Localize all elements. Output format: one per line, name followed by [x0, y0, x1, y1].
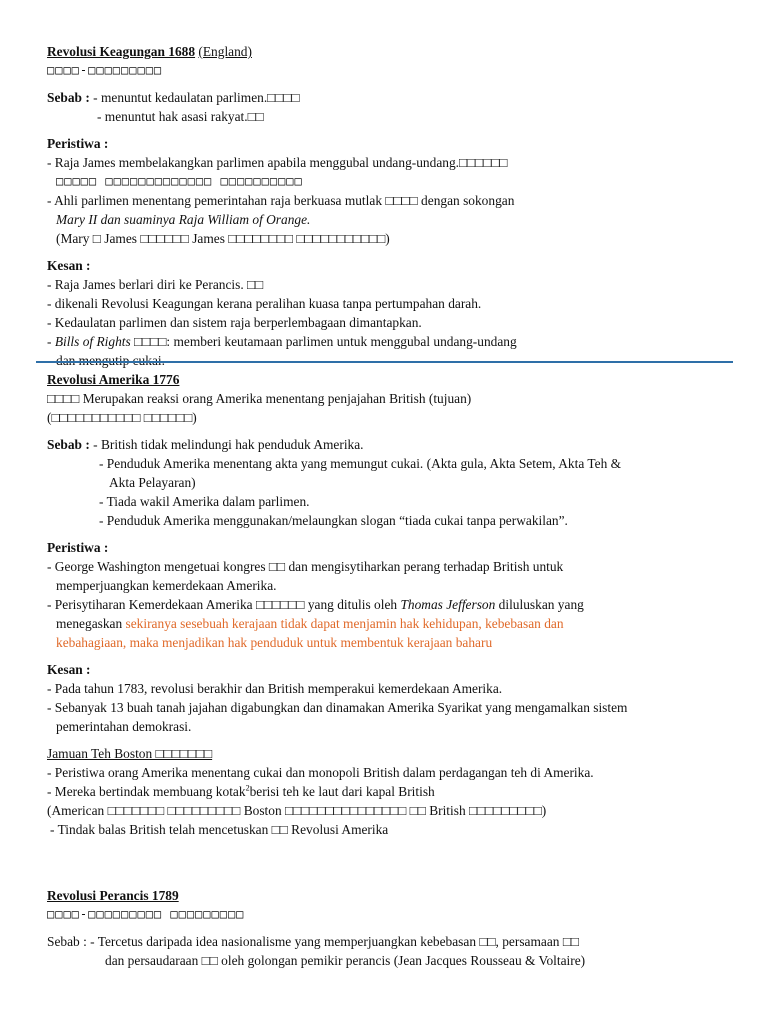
- title-text: Revolusi Keagungan 1688: [47, 44, 196, 59]
- section-title: Revolusi Amerika 1776: [47, 372, 180, 387]
- section-american-revolution: [47, 370, 737, 839]
- peristiwa-item: (Mary □ James □□□□□□ James □□□□□□□□ □□□□□□□□□□□): [56, 231, 390, 246]
- sebab-item: Sebab : - Tercetus daripada idea nasionalisme yang memperjuangkan kebebasan □□, persamaan □□: [47, 934, 580, 949]
- kesan-label: Kesan :: [47, 258, 91, 273]
- peristiwa-item-boxes: □□□□□ □□□□□□□□□□□□□ □□□□□□□□□□: [56, 174, 303, 188]
- highlighted-text: kebahagiaan, maka menjadikan hak penduduk untuk membentuk kerajaan baharu: [56, 635, 493, 650]
- sebab-item: - menuntut kedaulatan parlimen.□□□□: [93, 90, 300, 105]
- peristiwa-item: [47, 595, 737, 614]
- sebab-line-1: [47, 435, 737, 454]
- boston-text: berisi teh ke laut dari kapal British: [249, 784, 435, 799]
- subtitle-boxes: □□□□-□□□□□□□□□ □□□□□□□□□: [47, 907, 245, 921]
- kesan-item: - Pada tahun 1783, revolusi berakhir dan British memperakui kemerdekaan Amerika.: [47, 681, 503, 696]
- peristiwa-text: menegaskan: [56, 616, 126, 631]
- title-country: (England): [198, 44, 252, 59]
- sebab-item: dan persaudaraan □□ oleh golongan pemikir perancis (Jean Jacques Rousseau & Voltaire): [105, 953, 586, 968]
- peristiwa-item: - Raja James membelakangkan parlimen apabila menggubal undang-undang.□□□□□□: [47, 155, 508, 170]
- sebab-item: Akta Pelayaran): [109, 475, 196, 490]
- highlighted-text: sekiranya sesebuah kerajaan tidak dapat menjamin hak kehidupan, kebebasan dan: [125, 616, 564, 631]
- boston-title: Jamuan Teh Boston □□□□□□□: [47, 746, 213, 761]
- boston-item: - Peristiwa orang Amerika menentang cukai dan monopoli British dalam perdagangan teh di Amerika.: [47, 765, 594, 780]
- sebab-label: Sebab :: [47, 437, 90, 452]
- kesan-item: - Kedaulatan parlimen dan sistem raja berperlembagaan dimantapkan.: [47, 315, 422, 330]
- kesan-item: - Raja James berlari diri ke Perancis. □□: [47, 277, 264, 292]
- sebab-item: - Penduduk Amerika menggunakan/melaungkan slogan “tiada cukai tanpa perwakilan”.: [99, 513, 568, 528]
- bills-of-rights: Bills of Rights: [54, 334, 131, 349]
- peristiwa-text: - Perisytiharan Kemerdekaan Amerika □□□□□□ yang ditulis oleh: [47, 597, 401, 612]
- boston-text: - Mereka bertindak membuang kotak: [47, 784, 246, 799]
- section-french-revolution: [47, 886, 737, 970]
- thomas-jefferson: Thomas Jefferson: [400, 597, 496, 612]
- boston-item: (American □□□□□□□ □□□□□□□□□ Boston □□□□□□□□□□□□□□□ □□ British □□□□□□□□□): [47, 803, 547, 818]
- sebab-item: - Penduduk Amerika menentang akta yang memungut cukai. (Akta gula, Akta Setem, Akta Teh &: [99, 456, 622, 471]
- dash: -: [47, 334, 55, 349]
- peristiwa-item: - Ahli parlimen menentang pemerintahan raja berkuasa mutlak □□□□ dengan sokongan: [47, 193, 515, 208]
- kesan-item: - Sebanyak 13 buah tanah jajahan digabungkan dan dinamakan Amerika Syarikat yang mengamalkan sistem: [47, 700, 628, 715]
- footnote-marker: 2: [245, 783, 250, 793]
- peristiwa-item: [47, 614, 737, 633]
- kesan-label: Kesan :: [47, 662, 91, 677]
- boston-item: [47, 782, 737, 801]
- kesan-item: - dikenali Revolusi Keagungan kerana peralihan kuasa tanpa pertumpahan darah.: [47, 296, 482, 311]
- kesan-item: [47, 332, 737, 351]
- peristiwa-item: memperjuangkan kemerdekaan Amerika.: [56, 578, 277, 593]
- peristiwa-label: Peristiwa :: [47, 136, 109, 151]
- sebab-item: - Tiada wakil Amerika dalam parlimen.: [99, 494, 310, 509]
- sebab-item: - menuntut hak asasi rakyat.□□: [97, 109, 264, 124]
- sebab-line-1: [47, 88, 737, 107]
- section-title: Revolusi Perancis 1789: [47, 888, 179, 903]
- kesan-text: □□□□: memberi keutamaan parlimen untuk menggubal undang-undang: [130, 334, 517, 349]
- peristiwa-item: Mary II dan suaminya Raja William of Orange.: [56, 212, 311, 227]
- sebab-label: Sebab :: [47, 90, 90, 105]
- peristiwa-text: diluluskan yang: [495, 597, 584, 612]
- intro-line: □□□□ Merupakan reaksi orang Amerika menentang penjajahan British (tujuan): [47, 391, 472, 406]
- kesan-item: pemerintahan demokrasi.: [56, 719, 192, 734]
- peristiwa-label: Peristiwa :: [47, 540, 109, 555]
- intro-line: (□□□□□□□□□□□ □□□□□□): [47, 410, 197, 425]
- boston-item: - Tindak balas British telah mencetuskan □□ Revolusi Amerika: [50, 822, 389, 837]
- section-divider: [36, 361, 733, 363]
- section-glorious-revolution: [47, 42, 737, 370]
- sebab-item: - British tidak melindungi hak penduduk Amerika.: [93, 437, 364, 452]
- subtitle-boxes: □□□□-□□□□□□□□□: [47, 63, 163, 77]
- peristiwa-item: - George Washington mengetuai kongres □□ dan mengisytiharkan perang terhadap British untuk: [47, 559, 564, 574]
- section-title: [47, 42, 737, 61]
